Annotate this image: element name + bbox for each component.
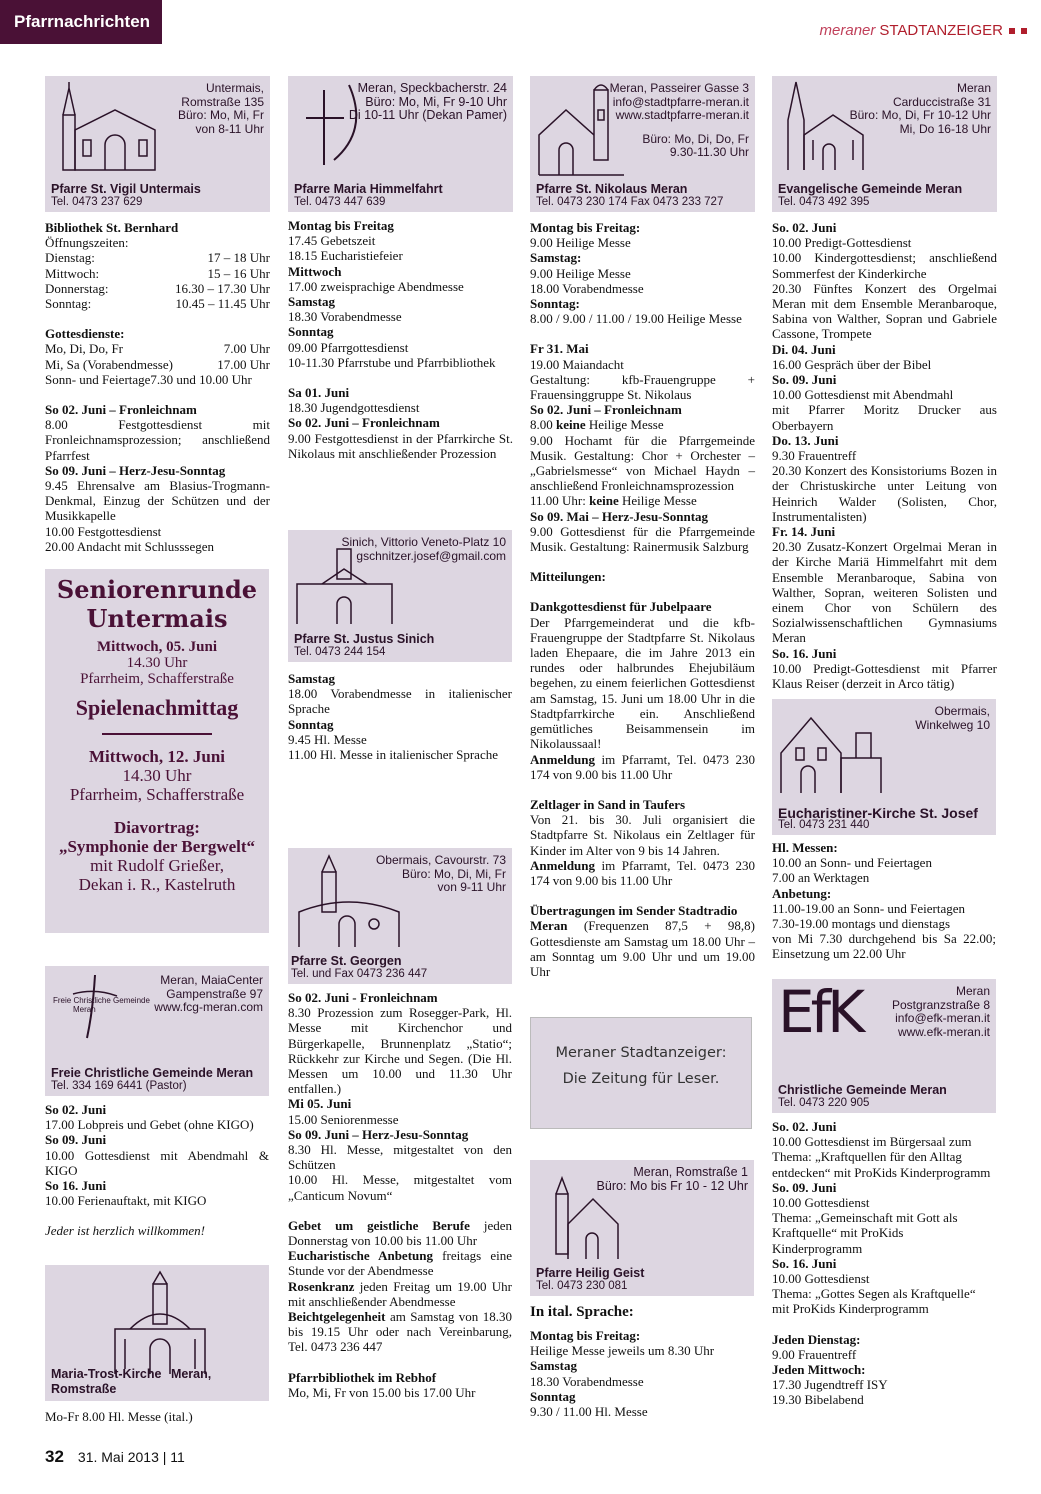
nikolaus-box	[530, 76, 755, 212]
text-line: Thema: „Gottes Segen als Kraftquelle“ mit ProKids Kinderprogramm	[772, 1286, 976, 1317]
text-line: Von 21. bis 30. Juli organisiert die Stadtpfarre St. Nikolaus ein Zeltlager für Kinder im Alter von 9 bis 14 Jahren.	[530, 812, 755, 858]
nikolaus-tel: Tel. 0473 230 174 Fax 0473 233 727	[536, 195, 724, 208]
himmel-address: Meran, Speckbacherstr. 24 Büro: Mo, Mi, Fr 9-10 Uhr Di 10-11 Uhr (Dekan Pamer)	[348, 81, 507, 122]
text-line: Mo, Mi, Fr von 15.00 bis 17.00 Uhr	[288, 1384, 476, 1400]
text-line: 11.00 Uhr: keine Heilige Messe	[530, 493, 697, 509]
nikolaus-name: Pfarre St. Nikolaus Meran	[536, 181, 688, 196]
georgen-tel: Tel. und Fax 0473 236 447	[291, 967, 428, 980]
text-line: 18.30 Vorabendmesse	[530, 1373, 644, 1389]
text-line: 7.30-19.00 montags und dienstags	[772, 916, 951, 932]
text-line: Anmeldung im Pfarramt, Tel. 0473 230 174 von 9.00 bis 11.00 Uhr	[530, 857, 755, 888]
text-line: 9.00 Gottesdienst für die Pfarrgemeinde Musik. Gestaltung: Rainermusik Salzburg	[530, 523, 755, 555]
justus-address: Sinich, Vittorio Veneto-Platz 10 gschnitzer.josef@gmail.com	[341, 535, 506, 563]
josef-address: Obermais, Winkelweg 10	[915, 704, 990, 732]
church-icon	[105, 1269, 215, 1379]
text-line: 09.00 Pfarrgottesdienst	[288, 339, 409, 355]
text-line: So 02. Juni - Fronleichnam	[288, 990, 438, 1005]
text-line: 10.00 Gottesdienst im Bürgersaal zum	[772, 1134, 972, 1150]
georgen-name: Pfarre St. Georgen	[291, 953, 402, 968]
text-line	[530, 326, 755, 341]
text-line: 20.30 Konzert des Konsistoriums Bozen in der Christuskirche unter Leitung von Heinrich Walder (Solisten, Chor, Instrumentalisten)	[772, 463, 997, 524]
text-line: So 02. Juni – Fronleichnam	[288, 415, 440, 431]
text-line: 20.30 Fünftes Konzert des Orgelmai Meran mit dem Ensemble Meranbaroque, Sabina von Walther, Sopran und Gabriele Cassone, Trompete	[772, 280, 997, 342]
text-line: 8.00 / 9.00 / 11.00 / 19.00 Heilige Messe	[530, 311, 742, 327]
geist-address: Meran, Romstraße 1 Büro: Mo bis Fr 10 - 12 Uhr	[596, 1165, 748, 1193]
text-line	[530, 888, 755, 903]
text-line: So. 16. Juni	[772, 1255, 837, 1271]
text-line: Thema: „Kraftquellen für den Alltag entdecken“ mit ProKids Kinderprogramm	[772, 1149, 991, 1180]
text-line: Eucharistische Anbetung freitags eine Stunde vor der Abendmesse	[288, 1248, 512, 1279]
evang-tel: Tel. 0473 492 395	[778, 195, 870, 208]
evang-text	[772, 220, 997, 691]
himmel-name: Pfarre Maria Himmelfahrt	[294, 181, 443, 196]
text-line: 15.00 Seniorenmesse	[288, 1111, 399, 1127]
text-line: Mitteilungen:	[530, 569, 606, 585]
text-line: Jeden Dienstag:	[772, 1331, 861, 1347]
text-line: Anbetung:	[772, 885, 832, 901]
text-line	[530, 782, 755, 797]
text-line: Heilige Messe jeweils um 8.30 Uhr	[530, 1343, 715, 1359]
text-line: Samstag:	[530, 250, 582, 266]
vigil-text: Bibliothek St. Bernhard Öffnungszeiten: Dienstag: 17 – 18 Uhr Mittwoch: 15 – 16 Uhr Donnerstag: 16.30 – 17.30 Uhr Sonntag: 10.45 – 11.45 Uhr Gottesdienste: Mo, Di, Do, Fr 7.00 Uhr Mi, Sa (Vorabendmesse) 17.00 Uhr Sonn- und Feiertage7.30 und 10.00 Uhr So 02. Juni – Fronleichnam 8.00 Festgottesdienst mit Fronleichnamsprozession; anschließend Pfarrfest So 09. Juni – Herz-Jesu-Sonntag 9.45 Ehrensalve am Blasius-Trogmann-Denkmal, Einzug der Schützen und der Musikkapelle 10.00 Festgottesdienst 20.00 Andacht mit Schlusssegen	[45, 220, 270, 554]
text-line: 11.00 Hl. Messe in italienischer Sprache	[288, 747, 498, 763]
fcg-box	[45, 966, 269, 1096]
georgen-address: Obermais, Cavourstr. 73 Büro: Mo, Di, Mi, Fr von 9-11 Uhr	[375, 853, 506, 894]
text-line: Montag bis Freitag:	[530, 1328, 641, 1343]
text-line: Do. 13. Juni	[772, 432, 839, 448]
text-line	[288, 370, 513, 385]
text-line: 10.00 Hl. Messe, mitgestaltet vom „Canticum Novum“	[288, 1172, 512, 1203]
text-line: 8.30 Prozession zum Rosegger-Park, Hl. Messe mit Kirchenchor und Bürgerkapelle, Brunnenplatz „Statio“; Rückkehr zur Kirche und Segen. (Die Hl. Messen um 10.00 und 11.30 Uhr entfallen.)	[288, 1005, 512, 1097]
column-3	[530, 76, 755, 1420]
text-line: Sonntag	[288, 716, 334, 732]
text-line: Sonntag	[530, 1388, 576, 1404]
efk-box	[772, 979, 996, 1113]
trost-name: Maria-Trost-Kirche Meran, Romstraße	[51, 1366, 212, 1396]
evang-name: Evangelische Gemeinde Meran	[778, 181, 963, 196]
text-line: 8.00 keine Heilige Messe	[530, 417, 664, 433]
text-line	[772, 1317, 996, 1332]
text-line: 9.00 Festgottesdienst in der Pfarrkirche St. Nikolaus mit anschließender Prozession	[288, 430, 513, 461]
section-tab: Pfarrnachrichten	[0, 0, 162, 44]
text-line: Samstag	[530, 1358, 577, 1374]
geist-text: In ital. Sprache: Montag bis Freitag: Heilige Messe jeweils um 8.30 Uhr Samstag 18.30 Vorabendmesse Sonntag 9.30 / 11.00 Hl. Messe	[530, 1302, 754, 1419]
church-icon	[55, 80, 165, 175]
text-line	[288, 1355, 512, 1370]
senior-box: Seniorenrunde Untermais Mittwoch, 05. Juni 14.30 Uhr Pfarrheim, Schafferstraße Spielenachmittag Mittwoch, 12. Juni 14.30 Uhr Pfarrheim, Schafferstraße Diavortrag: „Symphonie der Bergwelt“ mit Rudolf Grießer, Dekan i. R., Kastelruth	[45, 569, 269, 933]
text-line: Übertragungen im Sender Stadtradio	[530, 903, 738, 919]
fcg-address: Meran, MaiaCenter Gampenstraße 97 www.fcg-meran.com	[154, 973, 263, 1014]
text-line: 9.45 Hl. Messe	[288, 731, 367, 747]
text-line: So. 02. Juni	[772, 1119, 837, 1134]
text-line: 9.00 Frauentreff	[772, 1346, 857, 1362]
text-line: 19.30 Bibelabend	[772, 1392, 864, 1408]
himmel-box	[288, 76, 513, 212]
text-line: Pfarrbibliothek im Rebhof	[288, 1369, 437, 1385]
text-line: 7.00 an Werktagen	[772, 870, 870, 886]
evang-box	[772, 76, 997, 212]
text-line: 18.30 Vorabendmesse	[288, 309, 402, 325]
text-line: Fr 31. Mai	[530, 341, 589, 357]
text-line: 18.00 Vorabendmesse	[530, 280, 644, 296]
josef-text	[772, 840, 996, 962]
efk-address: Meran Postgranzstraße 8 info@efk-meran.it www.efk-meran.it	[891, 984, 990, 1039]
text-line: So 09. Juni – Herz-Jesu-Sonntag	[288, 1126, 469, 1142]
fcg-name: Freie Christliche Gemeinde Meran	[51, 1065, 254, 1080]
text-line: Fr. 14. Juni	[772, 524, 836, 540]
geist-tel: Tel. 0473 230 081	[536, 1279, 628, 1292]
text-line: Meran (Frequenzen 87,5 + 98,8) Gottesdienste am Samstag um 18.00 Uhr – am Sonntag um 9.00 Uhr und um 19.00 Uhr	[530, 918, 755, 979]
text-line: 10.00 Gottesdienst	[772, 1271, 870, 1287]
georgen-text	[288, 990, 512, 1400]
text-line: Gestaltung: kfb-Frauengruppe + Frauensinggruppe St. Nikolaus	[530, 371, 755, 403]
text-line: 10.00 Predigt-Gottesdienst mit Pfarrer Klaus Reiser (derzeit in Arco tätig)	[772, 660, 997, 692]
vigil-name: Pfarre St. Vigil Untermais	[51, 181, 201, 196]
text-line: Anmeldung im Pfarramt, Tel. 0473 230 174 von 9.00 bis 11.00 Uhr	[530, 751, 755, 782]
text-line	[530, 554, 755, 569]
geist-name: Pfarre Heilig Geist	[536, 1265, 645, 1280]
geist-box	[530, 1160, 754, 1296]
text-line: Beichtgelegenheit am Samstag von 18.30 bis 19.15 Uhr oder nach Vereinbarung, Tel. 0473 236 447	[288, 1309, 512, 1355]
text-line: So 02. Juni – Fronleichnam	[530, 402, 682, 418]
efk-logo: EfK	[778, 979, 862, 1046]
text-line: 9.30 Frauentreff	[772, 448, 857, 464]
text-line: 11.00-19.00 an Sonn- und Feiertagen	[772, 900, 966, 916]
text-line: Samstag	[288, 294, 335, 310]
column-2	[288, 76, 513, 1400]
justus-name: Pfarre St. Justus Sinich	[294, 631, 435, 646]
text-line: Jeden Mittwoch:	[772, 1362, 866, 1378]
text-line: Dankgottesdienst für Jubelpaare	[530, 599, 712, 615]
vigil-tel: Tel. 0473 237 629	[51, 195, 143, 208]
text-line: 19.00 Maiandacht	[530, 356, 624, 372]
text-line: 10.00 Predigt-Gottesdienst	[772, 235, 912, 251]
justus-text	[288, 671, 512, 762]
text-line: So. 16. Juni	[772, 645, 837, 661]
text-line	[288, 1203, 512, 1218]
text-line: 17.00 zweisprachige Abendmesse	[288, 278, 464, 294]
vigil-address: Untermais, Romstraße 135 Büro: Mo, Mi, Fr von 8-11 Uhr	[177, 81, 264, 136]
column-4	[772, 76, 997, 1408]
text-line: Sonntag	[288, 324, 334, 340]
text-line: 18.00 Vorabendmesse in italienischer Sprache	[288, 686, 512, 717]
text-line: Montag bis Freitag:	[530, 220, 641, 235]
text-line: 9.00 Heilige Messe	[530, 265, 631, 281]
text-line: Sa 01. Juni	[288, 385, 350, 401]
page-footer: 32 31. Mai 2013 | 11	[45, 1447, 185, 1466]
stadtanzeiger-ad: Meraner Stadtanzeiger: Die Zeitung für Leser.	[530, 1017, 752, 1129]
justus-box	[288, 530, 512, 662]
text-line: 10-11.30 Pfarrstube und Pfarrbibliothek	[288, 354, 496, 370]
vigil-box	[45, 76, 270, 212]
text-line: 9.30 / 11.00 Hl. Messe	[530, 1404, 648, 1420]
text-line: Rosenkranz jeden Freitag um 19.00 Uhr mit anschließender Abendmesse	[288, 1278, 512, 1309]
himmel-text	[288, 218, 513, 461]
georgen-box	[288, 848, 512, 984]
text-line: 17.45 Gebetszeit	[288, 233, 376, 249]
text-line: mit Pfarrer Moritz Drucker aus Oberbayern	[772, 402, 997, 433]
text-line: 8.30 Hl. Messe, mitgestaltet von den Schützen	[288, 1142, 512, 1173]
fcg-tel: Tel. 334 169 6441 (Pastor)	[51, 1079, 187, 1092]
trost-text: Mo-Fr 8.00 Hl. Messe (ital.)	[45, 1409, 193, 1424]
text-line: 18.30 Jugendgottesdienst	[288, 400, 420, 416]
text-line: 9.00 Heilige Messe	[530, 235, 631, 251]
text-line: Montag bis Freitag	[288, 218, 394, 233]
text-line: 10.00 Gottesdienst mit Abendmahl	[772, 387, 954, 403]
text-line: Gebet um geistliche Berufe jeden Donnerstag von 10.00 bis 11.00 Uhr	[288, 1217, 512, 1249]
text-line: Thema: „Gemeinschaft mit Gott als Kraftquelle“ mit ProKids Kinderprogramm	[772, 1210, 958, 1256]
text-line: So. 02. Juni	[772, 220, 837, 235]
church-icon	[776, 703, 886, 803]
text-line: Zeltlager in Sand in Taufers	[530, 796, 686, 812]
text-line: 17.30 Jugendtreff ISY	[772, 1377, 888, 1393]
himmel-tel: Tel. 0473 447 639	[294, 195, 386, 208]
text-line: Mi 05. Juni	[288, 1096, 352, 1112]
josef-box	[772, 699, 996, 835]
text-line	[530, 584, 755, 599]
nikolaus-address: Meran, Passeirer Gasse 3 info@stadtpfarre-meran.it www.stadtpfarre-meran.it Büro: Mo, Di, Do, Fr 9.30-11.30 Uhr	[609, 81, 749, 159]
text-line: So 09. Mai – Herz-Jesu-Sonntag	[530, 508, 709, 524]
nikolaus-text	[530, 220, 755, 979]
text-line: 18.15 Eucharistiefeier	[288, 248, 403, 264]
text-line: So. 09. Juni	[772, 372, 837, 388]
text-line: Di. 04. Juni	[772, 341, 836, 357]
column-1	[45, 76, 270, 1424]
fcg-logo-text: Freie Christliche Gemeinde Meran	[53, 996, 150, 1014]
text-line: 10.00 Gottesdienst	[772, 1195, 870, 1211]
efk-name: Christliche Gemeinde Meran	[778, 1082, 947, 1097]
efk-tel: Tel. 0473 220 905	[778, 1096, 870, 1109]
text-line: 20.30 Zusatz-Konzert Orgelmai Meran in der Kirche Mariä Himmelfahrt mit dem Ensemble Meranbaroque, Sabina von Walther, Sopran, weiteren Solisten und einem Chor von Schülern des Sozialwissenschaftlichen Gymnasiums Meran	[772, 539, 997, 646]
text-line: Sonntag:	[530, 296, 580, 312]
evang-address: Meran Carduccistraße 31 Büro: Mo, Di, Fr 10-12 Uhr Mi, Do 16-18 Uhr	[849, 81, 991, 136]
justus-tel: Tel. 0473 244 154	[294, 645, 386, 658]
text-line: Mittwoch	[288, 263, 342, 279]
text-line: 10.00 Kindergottesdienst; anschließend Sommerfest der Kinderkirche	[772, 250, 997, 281]
text-line: Hl. Messen:	[772, 840, 838, 855]
text-line: So. 09. Juni	[772, 1179, 837, 1195]
text-line: 10.00 an Sonn- und Feiertagen	[772, 855, 932, 871]
text-line: Samstag	[288, 671, 335, 686]
josef-name: Eucharistiner-Kirche St. Josef	[778, 804, 978, 821]
josef-tel: Tel. 0473 231 440	[778, 818, 870, 831]
trost-box	[45, 1265, 269, 1401]
efk-text	[772, 1119, 996, 1408]
fcg-text: So 02. Juni 17.00 Lobpreis und Gebet (ohne KIGO) So 09. Juni 10.00 Gottesdienst mit Abendmahl & KIGO So 16. Juni 10.00 Ferienauftakt, mit KIGO Jeder ist herzlich willkommen!	[45, 1102, 269, 1239]
text-line: von Mi 7.30 durchgehend bis Sa 22.00; Einsetzung um 22.00 Uhr	[772, 931, 996, 962]
brand-logo: meraner STADTANZEIGER	[820, 22, 1027, 39]
text-line: 16.00 Gespräch über der Bibel	[772, 356, 932, 372]
text-line: 9.00 Hochamt für die Pfarrgemeinde Musik. Gestaltung: Chor + Orchester – „Gabrielsmesse“ von Michael Haydn – anschließend Fronleichnamsprozession	[530, 432, 755, 494]
text-line: Der Pfarrgemeinderat und die kfb-Frauengruppe der Stadtpfarre St. Nikolaus laden Ehepaare, die im Jahre 2013 ein rundes oder halbrundes Ehejubiläum begehen, zu einem feierlichen Gottesdienst am Samstag, 15. Juni um 18.00 Uhr in die Stadtpfarrkirche ein. Anschließend gemütliches Beisammensein im Nikolaussaal!	[530, 614, 755, 752]
